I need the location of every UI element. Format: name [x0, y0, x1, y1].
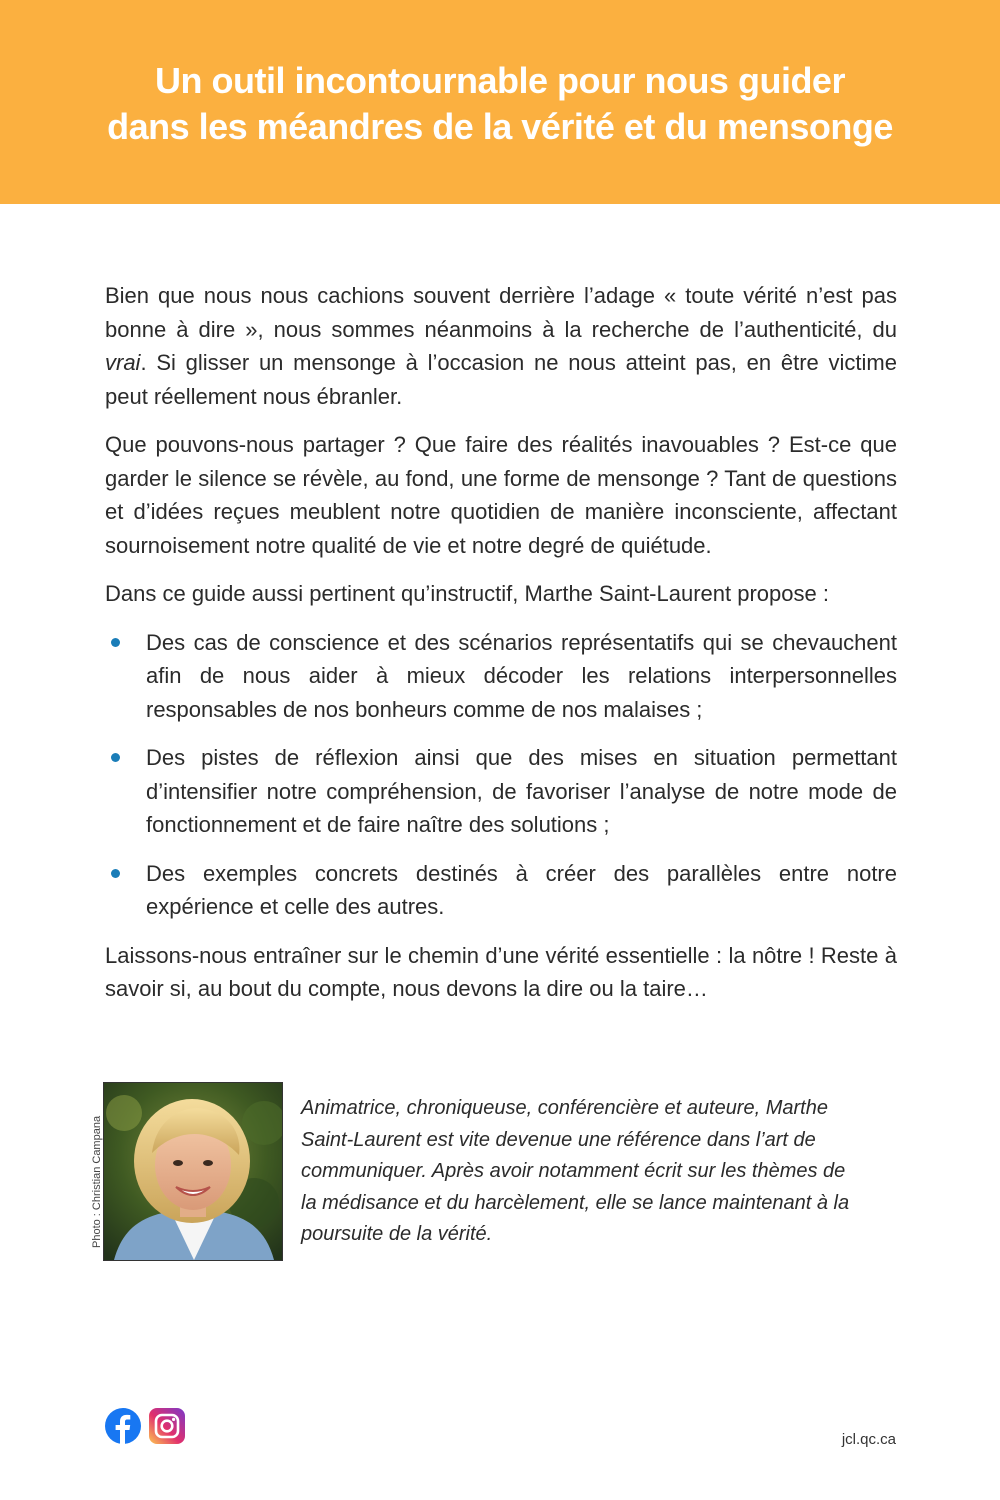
- description-body: [105, 279, 897, 1006]
- photo-credit-text: Photo : Christian Campana: [91, 1115, 103, 1248]
- instagram-icon[interactable]: [149, 1408, 185, 1444]
- header-banner: [0, 0, 1000, 204]
- list-item: [105, 626, 897, 727]
- bullet-dot-icon: [111, 638, 120, 647]
- emphasis-vrai: vrai: [105, 350, 141, 375]
- paragraph-guide-intro: Dans ce guide aussi pertinent qu’instructif, Marthe Saint-Laurent propose :: [105, 581, 829, 606]
- author-portrait: [103, 1082, 283, 1261]
- headline-line-2: dans les méandres de la vérité et du mensonge: [107, 106, 893, 147]
- headline: [0, 58, 1000, 150]
- bullet-dot-icon: [111, 869, 120, 878]
- list-item-text: Des exemples concrets destinés à créer des parallèles entre notre expérience et celle des autres.: [146, 860, 897, 919]
- paragraph-intro-end: . Si glisser un mensonge à l’occasion ne nous atteint pas, en être victime peut réellement nous ébranler.: [105, 350, 897, 409]
- bullet-dot-icon: [111, 753, 120, 762]
- headline-line-1: Un outil incontournable pour nous guider: [155, 60, 845, 101]
- author-bio: Animatrice, chroniqueuse, conférencière et auteure, Marthe Saint-Laurent est vite devenue une référence dans l’art de communiquer. Après avoir notamment écrit sur les thèmes de la médisance et du harcèlement, elle se lance maintenant à la poursuite de la vérité.: [301, 1097, 850, 1245]
- list-item-text: Des cas de conscience et des scénarios représentatifs qui se chevauchent afin de nous aider à mieux décoder les relations interpersonnelles responsables de nos bonheurs comme de nos malaises ;: [146, 629, 897, 722]
- paragraph-questions: Que pouvons-nous partager ? Que faire des réalités inavouables ? Est-ce que garder le silence se révèle, au fond, une forme de mensonge ? Tant de questions et d’idées reçues meublent notre quotidien de manière inconsciente, affectant sournoisement notre qualité de vie et notre degré de quiétude.: [105, 432, 897, 558]
- website-link[interactable]: jcl.qc.ca: [841, 1431, 896, 1448]
- author-photo-image: [104, 1083, 282, 1260]
- list-item: [105, 857, 897, 924]
- photo-credit: [86, 1115, 103, 1260]
- facebook-icon[interactable]: [105, 1408, 141, 1444]
- paragraph-intro: [105, 279, 897, 413]
- bullet-list: [105, 626, 897, 924]
- social-links: [105, 1408, 185, 1446]
- paragraph-intro-start: Bien que nous nous cachions souvent derrière l’adage « toute vérité n’est pas bonne à dire », nous sommes néanmoins à la recherche de l’authenticité, du: [105, 283, 897, 342]
- paragraph-closing: Laissons-nous entraîner sur le chemin d’une vérité essentielle : la nôtre ! Reste à savoir si, au bout du compte, nous devons la dire ou la taire…: [105, 942, 897, 1001]
- list-item-text: Des pistes de réflexion ainsi que des mises en situation permettant d’intensifier notre compréhension, de favoriser l’analyse de notre mode de fonctionnement et de faire naître des solutions ;: [146, 745, 897, 837]
- list-item: [105, 741, 897, 842]
